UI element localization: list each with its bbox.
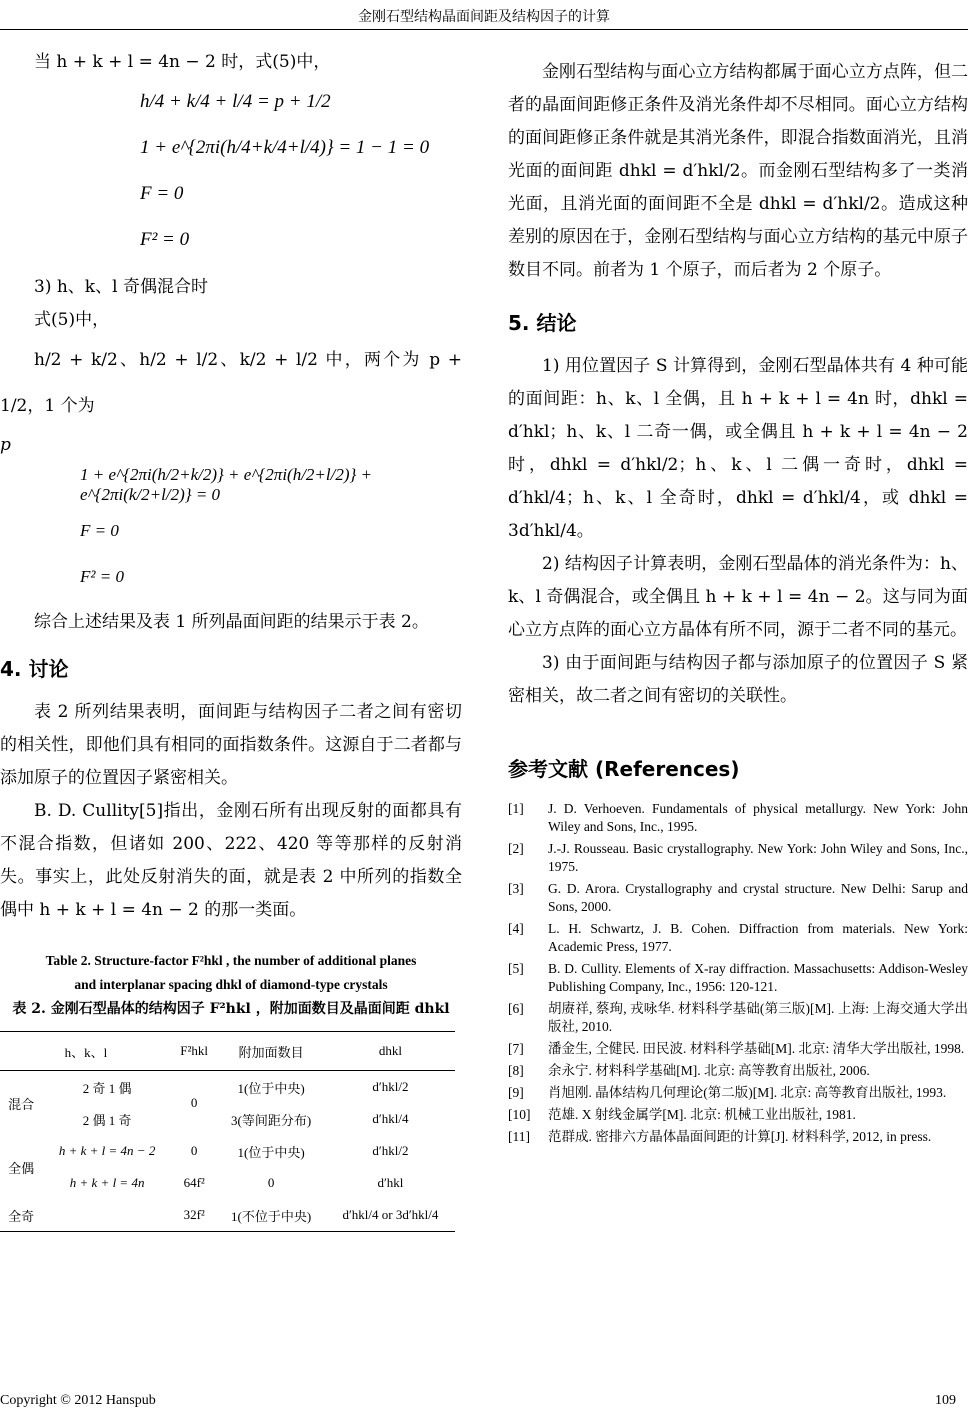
reference-text: L. H. Schwartz, J. B. Cohen. Diffraction from materials. New York: Academic Press, 1977. <box>548 921 968 954</box>
table-cell: d′hkl <box>377 1175 404 1190</box>
page-number: 109 <box>935 1393 956 1408</box>
reference-item <box>508 1128 968 1146</box>
reference-text: J.-J. Rousseau. Basic crystallography. New York: John Wiley and Sons, Inc., 1975. <box>548 841 968 874</box>
reference-text: 范群成. 密排六方晶体晶面间距的计算[J]. 材料科学, 2012, in press. <box>548 1129 932 1144</box>
case3-title: 3) h、k、l 奇偶混合时 <box>34 277 208 297</box>
equation: h/4 + k/4 + l/4 = p + 1/2 <box>140 91 331 112</box>
equation-block-1 <box>140 79 462 263</box>
table-caption-en-2: and interplanar spacing dhkl of diamond-type crystals <box>74 977 388 992</box>
table-cell: d′hkl/4 <box>372 1111 409 1126</box>
reference-text: G. D. Arora. Crystallography and crystal structure. New Delhi: Sarup and Sons, 2000. <box>548 881 968 914</box>
table-row <box>0 1071 455 1104</box>
conclusion-2: 2) 结构因子计算表明，金刚石型晶体的消光条件为：h、k、l 奇偶混合，或全偶且 h + k + l = 4n − 2。这与同为面心立方点阵的面心立方晶体有所不同，源于二者不同的基元。 <box>508 554 968 640</box>
table-cell-group: 全偶 <box>8 1160 35 1176</box>
table-cell: d′hkl/4 or 3d′hkl/4 <box>326 1199 455 1232</box>
equation: F = 0 <box>140 183 184 204</box>
equation-block-2 <box>80 462 462 600</box>
structure-factor-table <box>0 1031 455 1232</box>
table-row <box>0 1199 455 1232</box>
table-cell: 3(等间距分布) <box>231 1112 312 1128</box>
case3-desc: h/2 + k/2、h/2 + l/2、k/2 + l/2 中，两个为 p + 1/2，1 个为 <box>0 350 462 416</box>
table-cell: 0 <box>190 1143 198 1158</box>
table-cell: 1(位于中央) <box>237 1144 305 1160</box>
equation: F² = 0 <box>80 567 124 586</box>
table-cell: 2 偶 1 奇 <box>82 1112 132 1128</box>
reference-text: 潘金生, 仝健民. 田民波. 材料科学基础[M]. 北京: 清华大学出版社, 1998. <box>548 1041 965 1056</box>
reference-number: [11] <box>508 1129 530 1144</box>
reference-text: J. D. Verhoeven. Fundamentals of physical metallurgy. New York: John Wiley and Sons, Inc., 1995. <box>548 801 968 834</box>
reference-number: [7] <box>508 1041 524 1056</box>
table-cell: 0 <box>190 1095 198 1110</box>
equation: 1 + e^{2πi(h/2+k/2)} + e^{2πi(h/2+l/2)} + e^{2πi(k/2+l/2)} = 0 <box>80 465 373 504</box>
comparison-paragraph: 金刚石型结构与面心立方结构都属于面心立方点阵，但二者的晶面间距修正条件及消光条件却不尽相同。面心立方结构的面间距修正条件就是其消光条件，即混合指数面消光，且消光面的面间距 dhkl = d′hkl/2。而金刚石型结构多了一类消光面，且消光面的面间距不全是 dhkl = d′hkl/2。造成这种差别的原因在于，金刚石型结构与面心立方结构的基元中原子数目不同。前者为 1 个原子，而后者为 2 个原子。 <box>508 62 968 280</box>
table-header-cell: dhkl <box>326 1032 455 1071</box>
table-header-cell: h、k、l <box>0 1032 172 1071</box>
reference-text: 范雄. X 射线金属学[M]. 北京: 机械工业出版社, 1981. <box>548 1107 856 1122</box>
table-caption-cn: 表 2. 金刚石型晶体的结构因子 F²hkl ，附加面数目及晶面间距 dhkl <box>12 1001 450 1017</box>
reference-number: [5] <box>508 961 524 976</box>
section-5-heading: 5. 结论 <box>508 311 577 335</box>
reference-number: [3] <box>508 881 524 896</box>
reference-item <box>508 880 968 916</box>
table-header-row <box>0 1032 455 1071</box>
reference-item <box>508 920 968 956</box>
table-cell: d′hkl/2 <box>372 1143 409 1158</box>
reference-number: [9] <box>508 1085 524 1100</box>
reference-item <box>508 1106 968 1124</box>
reference-item <box>508 840 968 876</box>
table-cell: 32f² <box>172 1199 216 1232</box>
reference-item <box>508 1000 968 1036</box>
table-row <box>0 1167 455 1199</box>
section-4-heading: 4. 讨论 <box>0 657 69 681</box>
table-cell <box>42 1199 172 1232</box>
table-cell: 64f² <box>183 1175 205 1190</box>
table-row <box>0 1103 455 1135</box>
table-cell-group: 全奇 <box>0 1199 42 1232</box>
table-cell: 1(位于中央) <box>237 1080 305 1096</box>
summary-paragraph: 综合上述结果及表 1 所列晶面间距的结果示于表 2。 <box>34 612 429 632</box>
reference-number: [8] <box>508 1063 524 1078</box>
table-caption-en-1: Table 2. Structure-factor F²hkl , the number of additional planes <box>45 953 417 968</box>
discussion-paragraph-2: B. D. Cullity[5]指出，金刚石所有出现反射的面都具有不混合指数，但诸如 200、222、420 等等那样的反射消失。事实上，此处反射消失的面，就是表 2 中所列的指数全偶中 h + k + l = 4n − 2 的那一类面。 <box>0 801 462 920</box>
table-cell: 1(不位于中央) <box>216 1199 325 1232</box>
equation: 1 + e^{2πi(h/4+k/4+l/4)} = 1 − 1 = 0 <box>140 137 430 158</box>
reference-item <box>508 960 968 996</box>
header-rule <box>0 29 968 30</box>
reference-item <box>508 1040 968 1058</box>
table-cell: h + k + l = 4n <box>69 1175 145 1190</box>
table-row <box>0 1135 455 1167</box>
table-cell-group: 混合 <box>8 1096 35 1112</box>
reference-text: 余永宁. 材料科学基础[M]. 北京: 高等教育出版社, 2006. <box>548 1063 870 1078</box>
discussion-paragraph-1: 表 2 所列结果表明，面间距与结构因子二者之间有密切的相关性，即他们具有相同的面指数条件。这源自于二者都与添加原子的位置因子紧密相关。 <box>0 702 462 788</box>
case3-p: p <box>0 435 11 455</box>
table-cell: h + k + l = 4n − 2 <box>58 1143 156 1158</box>
reference-item <box>508 800 968 836</box>
equation: F = 0 <box>80 521 119 540</box>
case-line: 当 h + k + l = 4n − 2 时，式(5)中， <box>34 52 331 72</box>
references-heading: 参考文献 (References) <box>508 757 740 781</box>
reference-number: [10] <box>508 1107 531 1122</box>
reference-text: 肖旭刚. 晶体结构几何理论(第二版)[M]. 北京: 高等教育出版社, 1993. <box>548 1085 947 1100</box>
reference-text: B. D. Cullity. Elements of X-ray diffraction. Massachusetts: Addison-Wesley Publishing Company, Inc., 1956: 120-121. <box>548 961 968 994</box>
case3-line: 式(5)中， <box>34 310 110 330</box>
reference-item <box>508 1062 968 1080</box>
running-header: 金刚石型结构晶面间距及结构因子的计算 <box>358 9 610 25</box>
table-cell: d′hkl/2 <box>372 1079 409 1094</box>
reference-list <box>508 800 968 1146</box>
reference-number: [2] <box>508 841 524 856</box>
table-header-cell: 附加面数目 <box>216 1032 325 1071</box>
reference-item <box>508 1084 968 1102</box>
table-header-cell: F²hkl <box>172 1032 216 1071</box>
conclusion-3: 3) 由于面间距与结构因子都与添加原子的位置因子 S 紧密相关，故二者之间有密切的关联性。 <box>508 653 968 706</box>
equation: F² = 0 <box>140 229 190 250</box>
reference-number: [1] <box>508 801 524 816</box>
reference-number: [4] <box>508 921 524 936</box>
table-cell: 0 <box>267 1175 275 1190</box>
reference-number: [6] <box>508 1001 524 1016</box>
reference-text: 胡赓祥, 蔡珣, 戎咏华. 材料科学基础(第三版)[M]. 上海: 上海交通大学出版社, 2010. <box>548 1001 968 1034</box>
copyright-footer: Copyright © 2012 Hanspub <box>0 1393 156 1408</box>
conclusion-1: 1) 用位置因子 S 计算得到，金刚石型晶体共有 4 种可能的面间距：h、k、l 全偶，且 h + k + l = 4n 时，dhkl = d′hkl；h、k、l 二奇一偶，或全偶且 h + k + l = 4n − 2 时，dhkl = d′hkl/2；h、k、l 二偶一奇时，dhkl = d′hkl/4；h、k、l 全奇时，dhkl = d′hkl/4，或 dhkl = 3d′hkl/4。 <box>508 356 968 541</box>
right-column <box>508 56 968 1150</box>
table-cell: 2 奇 1 偶 <box>82 1080 132 1096</box>
left-column <box>0 46 462 1232</box>
